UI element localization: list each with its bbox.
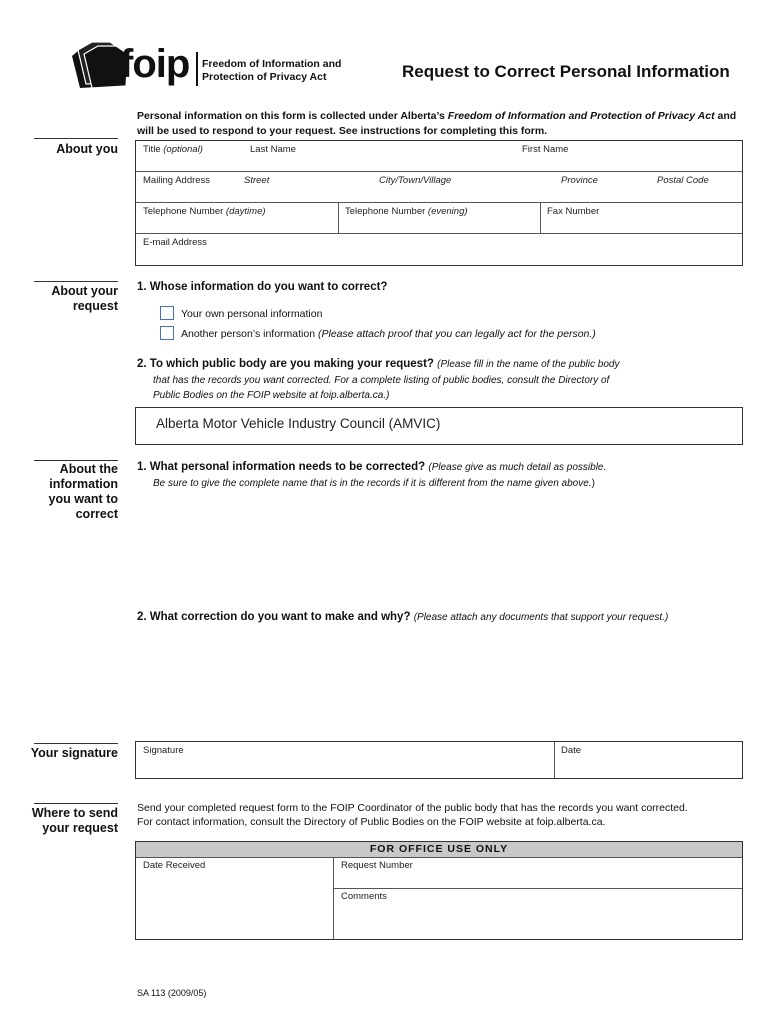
phone-evening-label: Telephone Number (evening): [345, 206, 468, 217]
phone-daytime-label: Telephone Number (daytime): [143, 206, 266, 217]
question-whose-information: 1. Whose information do you want to correct?: [137, 281, 388, 293]
phone-evening-input[interactable]: [344, 218, 540, 234]
rule: [554, 742, 555, 778]
logo-act-line-1: Freedom of Information and: [202, 58, 342, 70]
section-label-about-request: About your request: [51, 284, 118, 313]
form-id: SA 113 (2009/05): [137, 988, 207, 998]
public-body-note-line-2: that has the records you want corrected. For a complete listing of public bodies, consult the Directory of: [153, 375, 610, 386]
request-number-label: Request Number: [341, 860, 413, 871]
question-correction-why: 2. What correction do you want to make and why? (Please attach any documents that support your request.): [137, 611, 669, 623]
own-info-label: Your own personal information: [181, 308, 323, 320]
signature-input[interactable]: [142, 759, 552, 777]
rule: [338, 202, 339, 233]
date-input[interactable]: [560, 759, 742, 777]
intro-text: Personal information on this form is collected under Alberta’s Freedom of Information and Protection of Privacy Act and will be used to respond to your request. See instructions for completing this form.: [137, 110, 737, 137]
logo-act-line-2: Protection of Privacy Act: [202, 71, 327, 83]
phone-daytime-input[interactable]: [142, 218, 338, 234]
mailing-address-input[interactable]: [142, 187, 742, 203]
city-label: City/Town/Village: [379, 175, 452, 186]
office-use-header: FOR OFFICE USE ONLY: [369, 843, 509, 855]
title-label: Title (optional): [143, 144, 203, 155]
signature-label: Signature: [143, 745, 184, 756]
section-label-where-to-send: Where to send your request: [31, 806, 118, 835]
province-label: Province: [561, 175, 598, 186]
send-instructions-line-2: For contact information, consult the Directory of Public Bodies on the FOIP website at foip.alberta.ca.: [137, 816, 606, 828]
section-label-signature: Your signature: [30, 746, 118, 760]
question-public-body: 2. To which public body are you making your request? (Please fill in the name of the public body: [137, 358, 620, 370]
postal-code-label: Postal Code: [657, 175, 709, 186]
first-name-label: First Name: [522, 144, 569, 155]
name-input[interactable]: [142, 156, 742, 172]
other-person-label: Another person’s information (Please attach proof that you can legally act for the person.): [181, 328, 596, 340]
section-rule-about-you: [34, 138, 118, 139]
page-title: Request to Correct Personal Information: [402, 62, 730, 81]
info-note-line-2: Be sure to give the complete name that is in the records if it is different from the name given above.): [153, 478, 595, 489]
fax-label: Fax Number: [547, 206, 600, 217]
logo-divider: [196, 52, 198, 86]
date-label: Date: [561, 745, 582, 756]
section-rule-signature: [34, 743, 118, 744]
section-rule-about-info: [34, 460, 118, 461]
last-name-label: Last Name: [250, 144, 296, 155]
question-info-to-correct: 1. What personal information needs to be corrected? (Please give as much detail as possible.: [137, 461, 607, 473]
section-label-about-info: About the information you want to correct: [48, 462, 118, 521]
info-to-correct-textarea[interactable]: [135, 494, 743, 595]
fax-input[interactable]: [546, 218, 742, 234]
mailing-address-label: Mailing Address: [143, 175, 211, 186]
foip-logo: [70, 38, 340, 94]
comments-label: Comments: [341, 891, 387, 902]
other-person-checkbox[interactable]: [160, 326, 174, 340]
date-received-label: Date Received: [143, 860, 206, 871]
own-info-checkbox[interactable]: [160, 306, 174, 320]
public-body-value: Alberta Motor Vehicle Industry Council (AMVIC): [156, 416, 441, 431]
email-input[interactable]: [142, 249, 742, 265]
rule: [540, 202, 541, 233]
rule: [333, 858, 334, 939]
correction-why-textarea[interactable]: [135, 627, 743, 728]
public-body-note-line-3: Public Bodies on the FOIP website at foip.alberta.ca.): [153, 390, 390, 401]
section-rule-about-request: [34, 281, 118, 282]
rule: [334, 888, 742, 889]
section-rule-where-to-send: [34, 803, 118, 804]
send-instructions-line-1: Send your completed request form to the FOIP Coordinator of the public body that has the records you want corrected.: [137, 802, 688, 814]
email-label: E-mail Address: [143, 237, 207, 248]
section-label-about-you: About you: [56, 142, 118, 156]
street-label: Street: [244, 175, 270, 186]
logo-wordmark: foip: [120, 42, 190, 86]
